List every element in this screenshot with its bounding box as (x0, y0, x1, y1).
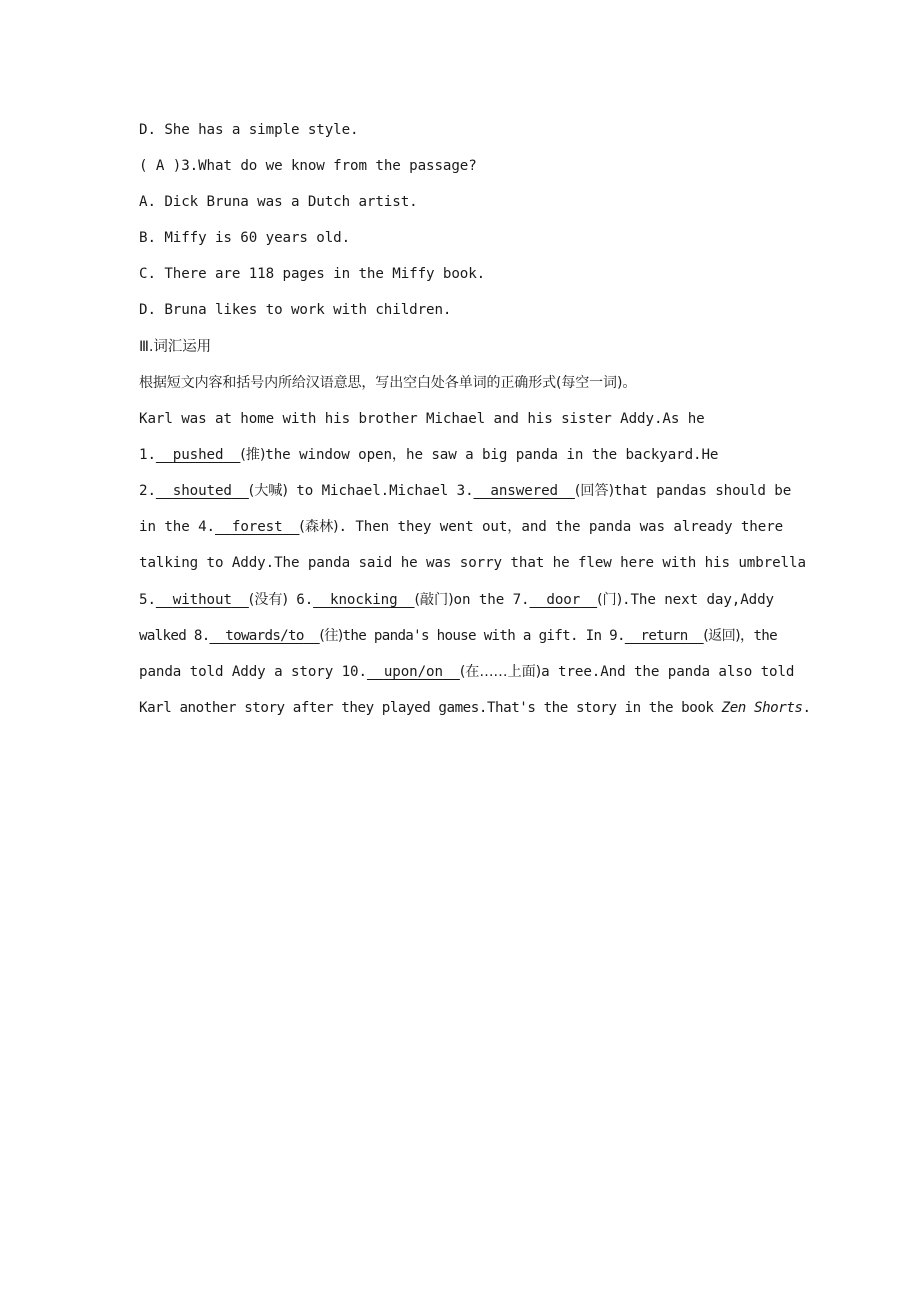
passage-line-4: in the 4.__forest__(森林). Then they went out，and the panda was already there (139, 519, 784, 535)
hint-10: (在……上面) (459, 664, 542, 680)
hint-1: (推) (240, 447, 266, 463)
answer-blank-5: __without__ (155, 592, 249, 608)
answer-blank-9: __return__ (624, 628, 704, 644)
q3-option-d: D. Bruna likes to work with children. (139, 302, 452, 318)
q3-option-a: A. Dick Bruna was a Dutch artist. (139, 194, 418, 210)
q3-option-b: B. Miffy is 60 years old. (139, 230, 351, 246)
answer-9: return (640, 628, 688, 644)
answer-blank-4: __forest__ (214, 519, 300, 535)
section-instruction: 根据短文内容和括号内所给汉语意思，写出空白处各单词的正确形式(每空一词)。 (139, 375, 637, 391)
hint-2: (大喊) (248, 483, 288, 499)
section-heading: Ⅲ.词汇运用 (139, 339, 212, 355)
answer-blank-10: __upon/on__ (366, 664, 460, 680)
answer-blank-6: __knocking__ (313, 592, 415, 608)
hint-3: (回答) (574, 483, 614, 499)
answer-7: door (546, 592, 581, 608)
answer-4: forest (231, 519, 283, 535)
passage-line-5: talking to Addy.The panda said he was sorry that he flew here with his umbrella (139, 555, 806, 571)
answer-5: without (172, 592, 232, 608)
hint-8: (往) (319, 628, 343, 644)
answer-6: knocking (330, 592, 398, 608)
q3-bracket-open: ( (139, 158, 156, 174)
q2-option-d: D. She has a simple style. (139, 122, 359, 138)
hint-5: (没有) (248, 592, 288, 608)
answer-1: pushed (172, 447, 224, 463)
answer-blank-7: __door__ (529, 592, 598, 608)
answer-blank-2: __shouted__ (155, 483, 249, 499)
answer-10: upon/on (383, 664, 443, 680)
question-3 (139, 156, 784, 176)
passage-line-2: 1.__pushed__(推)the window open，he saw a big panda in the backyard.He (139, 447, 719, 463)
answer-blank-1: __pushed__ (155, 447, 241, 463)
blank-number: 1. (139, 447, 156, 463)
passage-line-7: walked 8.__towards/to__(往)the panda's house with a gift. In 9.__return__(返回)，the (139, 628, 777, 644)
passage-line-8: panda told Addy a story 10.__upon/on__(在……上面)a tree.And the panda also told (139, 664, 795, 680)
answer-blank-8: __towards/to__ (209, 628, 320, 644)
answer-3: answered (490, 483, 558, 499)
passage-line-6: 5.__without__(没有) 6.__knocking__(敲门)on the 7.__door__(门).The next day,Addy (139, 592, 774, 608)
answer-8: towards/to (225, 628, 304, 644)
hint-7: (门) (597, 592, 623, 608)
passage-line-3: 2.__shouted__(大喊) to Michael.Michael 3.__answered__(回答)that pandas should be (139, 483, 792, 499)
hint-9: (返回) (703, 628, 740, 644)
hint-6: (敲门) (414, 592, 454, 608)
q3-option-c: C. There are 118 pages in the Miffy book. (139, 266, 486, 282)
answer-blank-3: __answered__ (473, 483, 575, 499)
hint-4: (森林) (299, 519, 339, 535)
q3-answer: A (155, 158, 165, 174)
book-title: Zen Shorts (721, 700, 803, 716)
q3-question-text: )3.What do we know from the passage? (164, 158, 477, 174)
passage-line-1: Karl was at home with his brother Michael and his sister Addy.As he (139, 411, 705, 427)
passage-line-9: Karl another story after they played games.That's the story in the book Zen Shorts. (139, 700, 811, 716)
answer-2: shouted (172, 483, 232, 499)
